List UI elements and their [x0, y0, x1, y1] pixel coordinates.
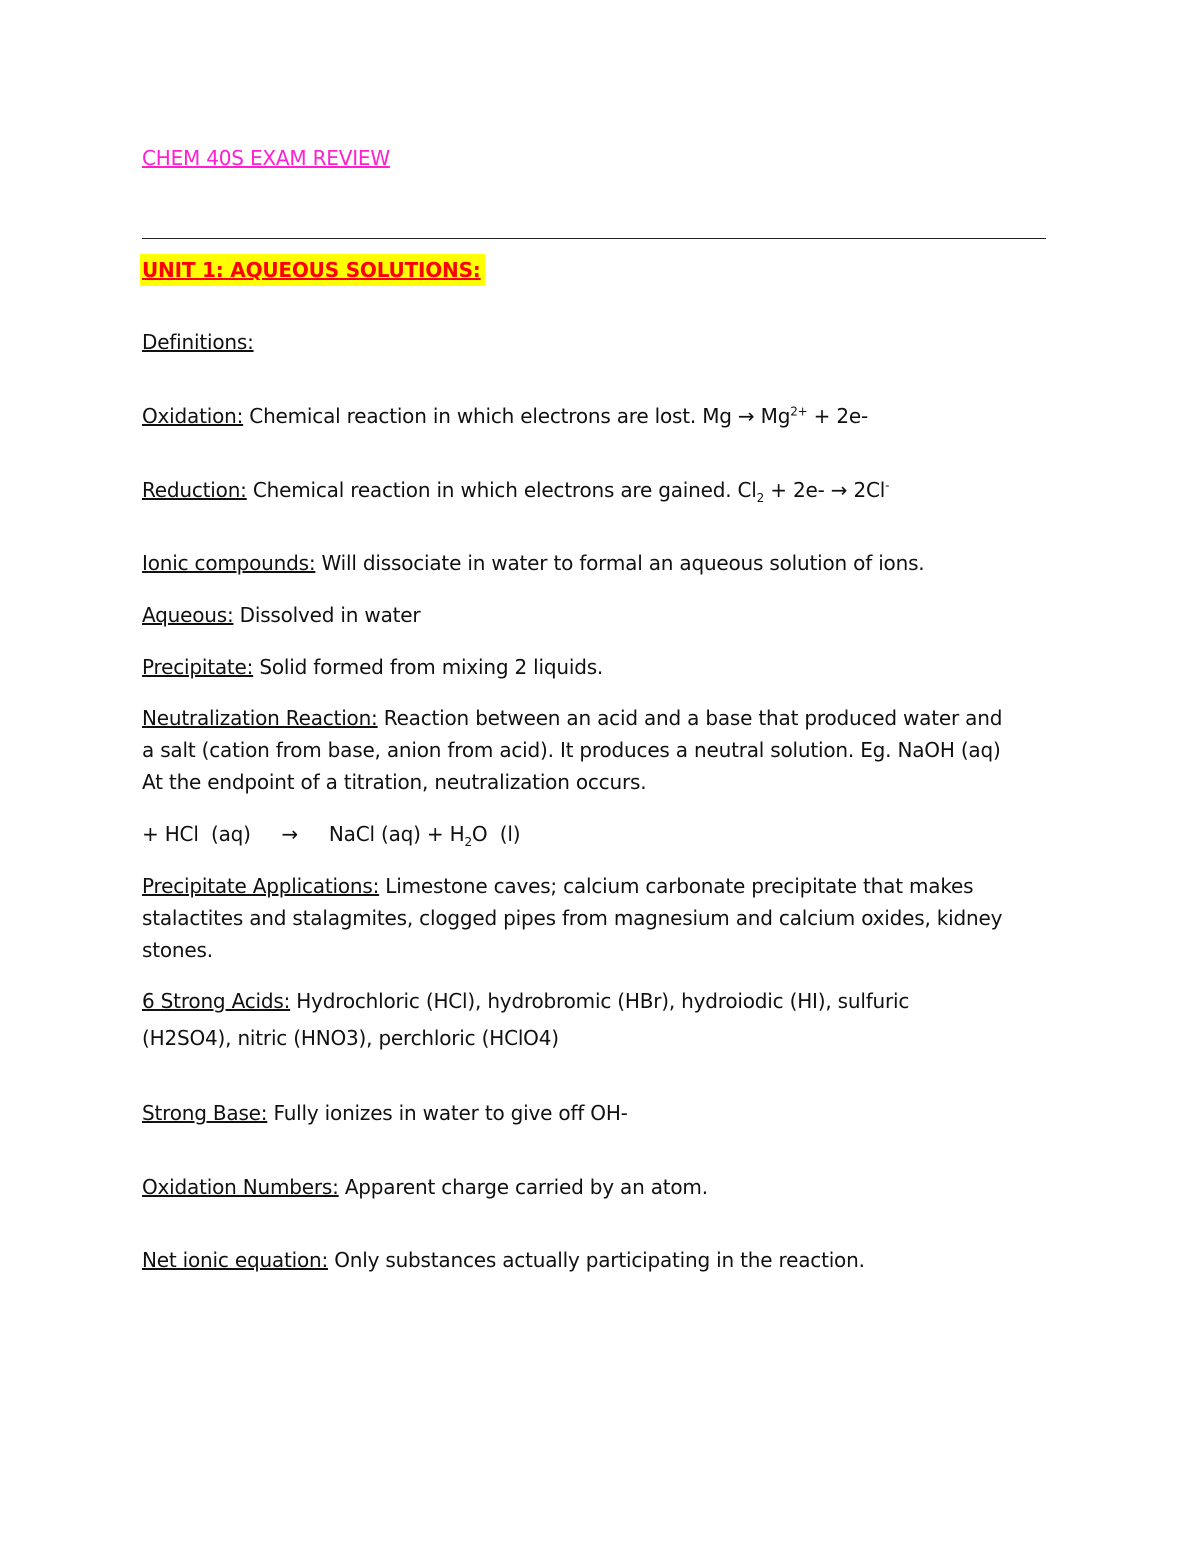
equation-subscript: 2	[464, 835, 472, 849]
precipitate-applications-line-3: stones.	[142, 938, 213, 962]
horizontal-divider	[142, 238, 1046, 239]
neutralization-line-2: a salt (cation from base, anion from acid). It produces a neutral solution. Eg. NaOH (aq)	[142, 738, 1001, 762]
oxidation-numbers-text: Apparent charge carried by an atom.	[338, 1175, 708, 1199]
ionic-compounds-text: Will dissociate in water to formal an aqueous solution of ions.	[315, 551, 925, 575]
term-reduction: Reduction:	[142, 478, 247, 502]
term-neutralization: Neutralization Reaction:	[142, 706, 378, 730]
equation-part-b: O (l)	[471, 822, 521, 846]
term-oxidation: Oxidation:	[142, 404, 244, 428]
precipitate-text: Solid formed from mixing 2 liquids.	[253, 655, 604, 679]
definition-strong-acids	[142, 985, 1062, 1017]
definition-reduction	[142, 474, 1062, 506]
strong-base-text: Fully ionizes in water to give off OH-	[267, 1101, 628, 1125]
net-ionic-equation-text: Only substances actually participating in the reaction.	[328, 1248, 865, 1272]
reduction-text: Chemical reaction in which electrons are gained. Cl	[246, 478, 757, 502]
definitions-heading-label: Definitions:	[142, 330, 254, 354]
definition-neutralization	[142, 702, 1062, 734]
equation-part-a: + HCl (aq) → NaCl (aq) + H	[142, 822, 465, 846]
term-oxidation-numbers: Oxidation Numbers:	[142, 1175, 339, 1199]
definition-aqueous	[142, 599, 1062, 631]
definition-precipitate	[142, 651, 1062, 683]
reduction-text-mid: + 2e- → 2Cl	[764, 478, 886, 502]
definition-precipitate-applications	[142, 870, 1062, 902]
term-net-ionic-equation: Net ionic equation:	[142, 1248, 329, 1272]
reduction-superscript: -	[885, 478, 890, 493]
oxidation-superscript: 2+	[790, 404, 808, 419]
term-precipitate: Precipitate:	[142, 655, 254, 679]
term-precipitate-applications: Precipitate Applications:	[142, 874, 380, 898]
definition-ionic-compounds	[142, 547, 1062, 579]
term-strong-base: Strong Base:	[142, 1101, 268, 1125]
reduction-subscript: 2	[756, 491, 765, 505]
aqueous-text: Dissolved in water	[233, 603, 421, 627]
oxidation-text: Chemical reaction in which electrons are lost. Mg → Mg	[243, 404, 791, 428]
term-aqueous: Aqueous:	[142, 603, 234, 627]
strong-acids-line-1: Hydrochloric (HCl), hydrobromic (HBr), hydroiodic (HI), sulfuric	[290, 989, 910, 1013]
term-strong-acids: 6 Strong Acids:	[142, 989, 291, 1013]
definition-strong-base	[142, 1097, 1062, 1129]
definitions-heading	[142, 326, 1062, 358]
definition-net-ionic-equation	[142, 1244, 1062, 1276]
precipitate-applications-line-1: Limestone caves; calcium carbonate precipitate that makes	[379, 874, 974, 898]
term-ionic-compounds: Ionic compounds:	[142, 551, 316, 575]
neutralization-equation	[142, 818, 1062, 850]
neutralization-line-1: Reaction between an acid and a base that produced water and	[377, 706, 1003, 730]
precipitate-applications-line-2: stalactites and stalagmites, clogged pipes from magnesium and calcium oxides, kidney	[142, 906, 1003, 930]
neutralization-line-3: At the endpoint of a titration, neutralization occurs.	[142, 770, 647, 794]
definition-oxidation	[142, 400, 1062, 432]
oxidation-text-after: + 2e-	[807, 404, 869, 428]
definition-oxidation-numbers	[142, 1171, 1062, 1203]
strong-acids-line-2: (H2SO4), nitric (HNO3), perchloric (HClO4)	[142, 1026, 559, 1050]
unit-heading: UNIT 1: AQUEOUS SOLUTIONS:	[140, 254, 485, 286]
document-title: CHEM 40S EXAM REVIEW	[142, 146, 390, 170]
